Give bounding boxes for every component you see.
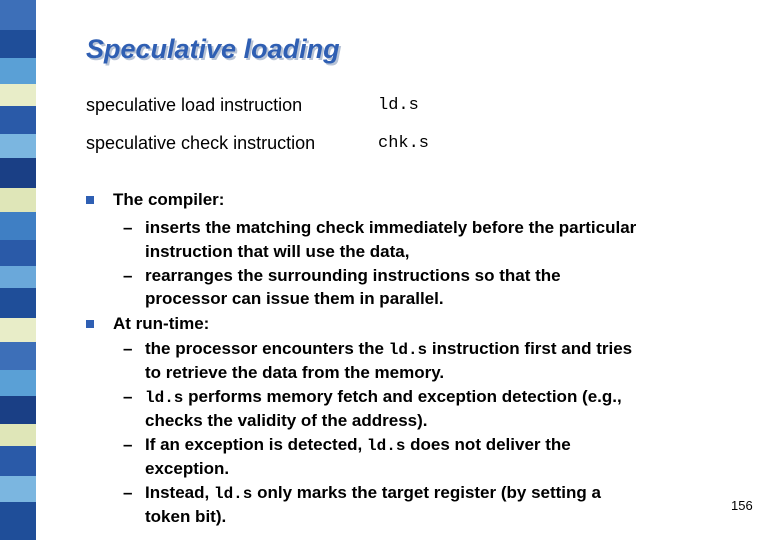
dash-marker: – [123, 339, 133, 358]
slide-title: Speculative loading [86, 34, 340, 64]
sub-item-text: does not deliver the [405, 435, 571, 454]
inline-code: ld.s [388, 341, 428, 359]
square-bullet-icon [86, 320, 94, 328]
decorative-color-stripe [0, 0, 36, 540]
sub-item-continuation: to retrieve the data from the memory. [145, 363, 445, 382]
definition-code: chk.s [378, 134, 430, 153]
sub-item-text: inserts the matching check immediately before the particular [145, 218, 637, 237]
dash-marker: – [123, 387, 133, 406]
inline-code: ld.s [213, 485, 253, 503]
sub-item-continuation: processor can issue them in parallel. [145, 289, 444, 308]
definition-row-check [86, 133, 430, 154]
sub-item-text: Instead, [145, 483, 214, 502]
page-number: 156 [731, 498, 753, 513]
dash-marker: – [123, 218, 133, 237]
sub-item-continuation: exception. [145, 459, 230, 478]
sub-item-continuation: instruction that will use the data, [145, 242, 410, 261]
sub-item-text: rearranges the surrounding instructions so that the [145, 266, 561, 285]
definition-label: speculative load instruction [86, 95, 303, 115]
dash-marker: – [123, 435, 133, 454]
sub-item-text: the processor encounters the [145, 339, 389, 358]
inline-code: ld.s [145, 389, 184, 407]
sub-item-continuation: checks the validity of the address). [145, 411, 428, 430]
definition-label: speculative check instruction [86, 133, 316, 153]
bullet-text: At run-time: [113, 314, 210, 333]
definition-code: ld.s [378, 96, 419, 115]
sub-item-text: instruction first and tries [427, 339, 633, 358]
sub-item-text: If an exception is detected, [145, 435, 368, 454]
sub-item-text: only marks the target register (by setting a [252, 483, 601, 502]
dash-marker: – [123, 483, 133, 502]
sub-item-text: performs memory fetch and exception detection (e.g., [183, 387, 622, 406]
dash-marker: – [123, 266, 133, 285]
bullet-text: The compiler: [113, 190, 225, 209]
inline-code: ld.s [367, 437, 406, 455]
sub-item-continuation: token bit). [145, 507, 227, 526]
square-bullet-icon [86, 196, 94, 204]
definition-row-load [86, 95, 419, 116]
